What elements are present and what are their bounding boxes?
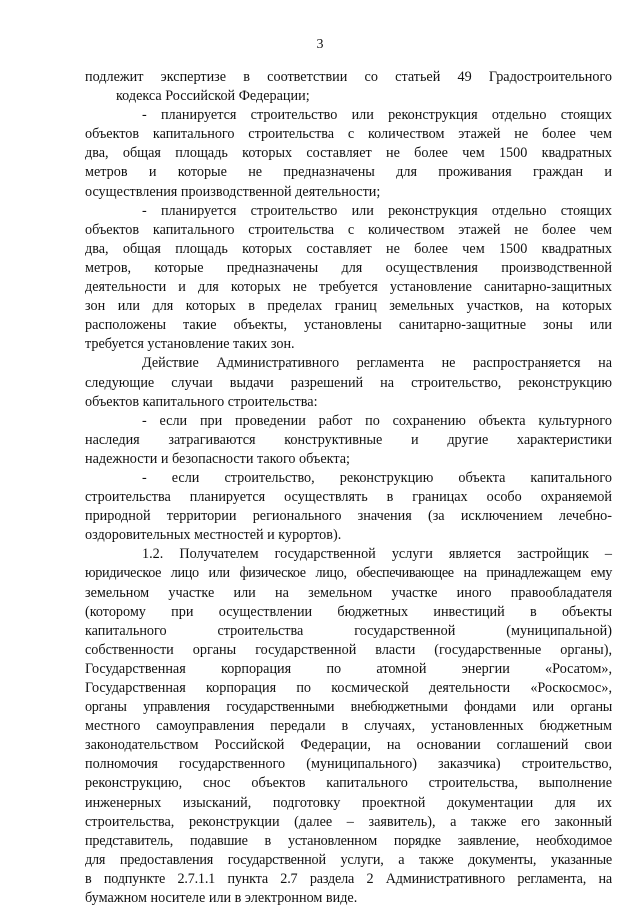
text-line: законодательством Российской Федерации, на основании соглашений свои (85, 737, 612, 754)
text-line: кодекса Российской Федерации; (116, 88, 310, 105)
text-line: объектов капитального строительства: (85, 393, 318, 410)
text-line: 1.2. Получателем государственной услуги является застройщик – (142, 546, 612, 563)
paragraph-item (85, 106, 612, 201)
text-line: наследия затрагиваются конструктивные и другие характеристики (85, 431, 612, 448)
text-line: осуществления производственной деятельности; (85, 183, 381, 200)
text-line: органы управления государственными внебюджетными фондами или органы (85, 699, 612, 716)
text-line: - планируется строительство или реконструкция отдельно стоящих (142, 107, 612, 124)
document-body (85, 68, 612, 908)
text-line: строительства, реконструкции (далее – заявитель), а также его законный (85, 813, 612, 830)
page-number: 3 (316, 37, 324, 52)
paragraph-item (85, 202, 612, 355)
text-line: объектов капитального строительства с количеством этажей не более чем (85, 221, 612, 238)
text-line: надежности и безопасности такого объекта; (85, 450, 350, 467)
text-line: местного самоуправления передали в случаях, установленных бюджетным (85, 718, 612, 735)
text-line: капитального строительства государственной (муниципальной) (85, 622, 612, 639)
text-line: подлежит экспертизе в соответствии со статьей 49 Градостроительного (85, 69, 612, 85)
text-line: (которому при осуществлении бюджетных инвестиций в объекты (85, 603, 612, 620)
text-line: оздоровительных местностей и курортов). (85, 527, 342, 544)
text-line: расположены такие объекты, установлены санитарно-защитные зоны или (85, 317, 612, 334)
text-line: инженерных изысканий, подготовку проектной документации для их (85, 794, 612, 811)
text-line: метров и которые не предназначены для проживания граждан и (85, 164, 612, 181)
text-line: зон или для которых в пределах границ земельных участков, на которых (85, 298, 612, 315)
text-line: - если при проведении работ по сохранению объекта культурного (142, 412, 612, 429)
paragraph-item (85, 354, 612, 411)
paragraph-continuation (85, 68, 612, 106)
text-line: земельном участке или на земельном участке иного правообладателя (85, 584, 612, 601)
text-line: деятельности и для которых не требуется установление санитарно-защитных (85, 279, 612, 296)
text-line: реконструкцию, снос объектов капитального строительства, выполнение (85, 775, 612, 792)
text-line: для предоставления государственной услуги, а также документы, указанные (85, 851, 612, 868)
text-line: - если строительство, реконструкцию объекта капитального (142, 469, 612, 486)
text-line: следующие случаи выдачи разрешений на строительство, реконструкцию (85, 374, 612, 391)
text-line: требуется установление таких зон. (85, 336, 295, 353)
text-line: - планируется строительство или реконструкция отдельно стоящих (142, 202, 612, 219)
text-line: два, общая площадь которых составляет не более чем 1500 квадратных (85, 145, 612, 162)
text-line: природной территории регионального значения (за исключением лечебно- (85, 508, 612, 525)
text-line: Государственная корпорация по космической деятельности «Роскосмос», (85, 680, 612, 696)
paragraph-item (85, 545, 612, 908)
text-line: объектов капитального строительства с количеством этажей не более чем (85, 126, 612, 143)
text-line: Государственная корпорация по атомной энергии «Росатом», (85, 660, 612, 677)
text-line: полномочия государственного (муниципального) заказчика) строительство, (85, 756, 612, 773)
paragraph-item (85, 469, 612, 545)
text-line: бумажном носителе или в электронном виде. (85, 890, 358, 907)
paragraph-item (85, 412, 612, 469)
text-line: метров, которые предназначены для осуществления производственной (85, 259, 612, 276)
text-line: в подпункте 2.7.1.1 пункта 2.7 раздела 2 Административного регламента, на (85, 870, 612, 887)
text-line: строительства планируется осуществлять в границах особо охраняемой (85, 489, 612, 506)
text-line: Действие Административного регламента не распространяется на (142, 355, 612, 372)
text-line: собственности органы государственной власти (государственные органы), (85, 641, 612, 658)
text-line: юридическое лицо или физическое лицо, обеспечивающее на принадлежащем ему (85, 565, 612, 582)
text-line: два, общая площадь которых составляет не более чем 1500 квадратных (85, 240, 612, 257)
text-line: представитель, подавшие в установленном порядке заявление, необходимое (85, 832, 612, 849)
